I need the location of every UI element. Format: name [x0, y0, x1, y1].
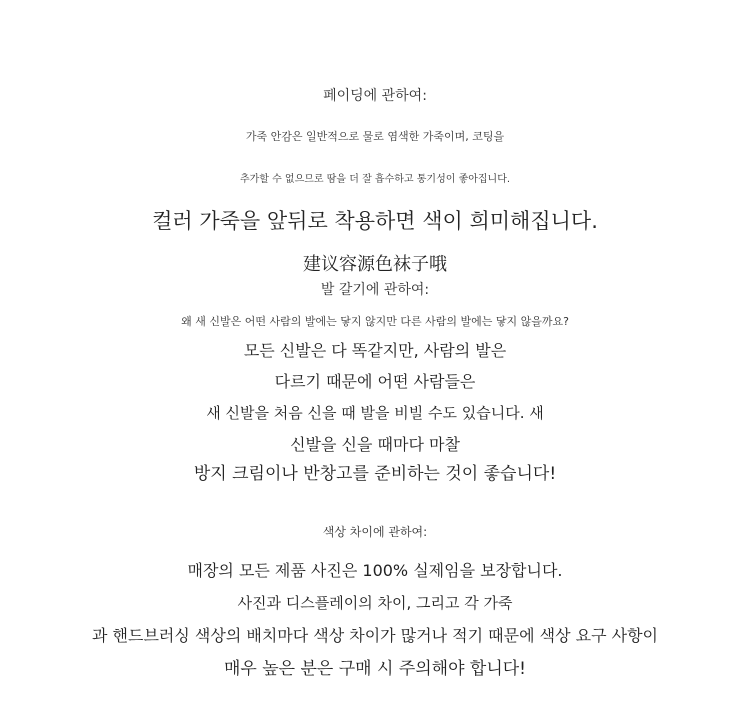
fading-line-1: 가죽 안감은 일반적으로 물로 염색한 가죽이며, 코팅을 — [245, 130, 505, 143]
fit-question: 왜 새 신발은 어떤 사람의 발에는 닿지 않지만 다른 사람의 발에는 닿지 않을까요? — [181, 315, 569, 328]
color-line-4: 매우 높은 분은 구매 시 주의해야 합니다! — [224, 659, 526, 679]
color-line-3: 과 핸드브러싱 색상의 배치마다 색상 차이가 많거나 적기 때문에 색상 요구 사항이 — [92, 626, 658, 645]
fit-line-1: 모든 신발은 다 똑같지만, 사람의 발은 — [243, 341, 507, 360]
fading-line-3: 컬러 가죽을 앞뒤로 착용하면 색이 희미해집니다. — [152, 209, 598, 233]
fading-heading: 페이딩에 관하여: — [323, 88, 427, 104]
color-line-2: 사진과 디스플레이의 차이, 그리고 각 가죽 — [237, 594, 513, 612]
fit-line-3: 새 신발을 처음 신을 때 발을 비빌 수도 있습니다. 새 — [206, 404, 544, 422]
color-heading: 색상 차이에 관하여: — [322, 525, 428, 539]
fit-line-4: 신발을 신을 때마다 마찰 — [290, 435, 460, 454]
fading-line-2: 추가할 수 없으므로 땀을 더 잘 흡수하고 통기성이 좋아집니다. — [239, 174, 511, 185]
fit-line-5: 방지 크림이나 반창고를 준비하는 것이 좋습니다! — [193, 464, 557, 484]
fit-heading: 발 갈기에 관하여: — [320, 282, 430, 298]
fit-line-2: 다르기 때문에 어떤 사람들은 — [274, 372, 476, 391]
cropped-text-line: 建议容源色袜子哦 — [303, 254, 447, 275]
color-line-1: 매장의 모든 제품 사진은 100% 실제임을 보장합니다. — [187, 561, 563, 580]
